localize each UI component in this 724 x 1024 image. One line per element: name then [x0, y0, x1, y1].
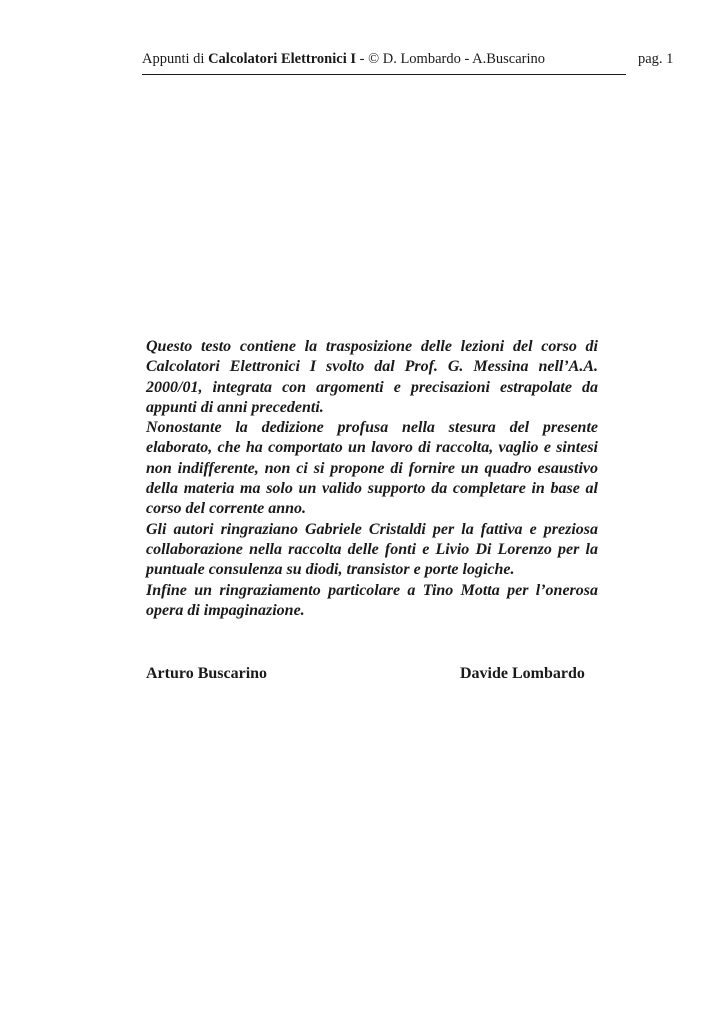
header-prefix: Appunti di [142, 51, 209, 67]
paragraph-final-thanks: Infine un ringraziamento particolare a Tino Motta per l’onerosa opera di impaginazione. [146, 581, 598, 619]
preface-text [146, 337, 598, 621]
paragraph-disclaimer: Nonostante la dedizione profusa nella stesura del presente elaborato, che ha comportato un lavoro di raccolta, vaglio e sintesi non indifferente, non ci si propone di fornire un quadro esaustivo della materia ma solo un valido supporto da completare in base al corso del corrente anno. [146, 419, 598, 518]
signature-arturo-buscarino: Arturo Buscarino [146, 665, 268, 682]
paragraph-acknowledgements: Gli autori ringraziano Gabriele Cristaldi per la fattiva e preziosa collaborazione nella raccolta delle fonti e Livio Di Lorenzo per la puntuale consulenza su diodi, transistor e porte logiche. [146, 520, 598, 579]
paragraph-intro: Questo testo contiene la trasposizione delle lezioni del corso di Calcolatori Elettronici I svolto dal Prof. G. Messina nell’A.A. 2000/01, integrata con argomenti e precisazioni estrapolate da appunti di anni precedenti. [146, 338, 598, 416]
running-header [142, 50, 626, 68]
header-course-title: Calcolatori Elettronici I [208, 51, 356, 67]
signature-davide-lombardo: Davide Lombardo [460, 665, 585, 682]
header-rule [142, 74, 626, 75]
page-number: pag. 1 [638, 51, 674, 67]
header-authors: - © D. Lombardo - A.Buscarino [356, 51, 546, 67]
